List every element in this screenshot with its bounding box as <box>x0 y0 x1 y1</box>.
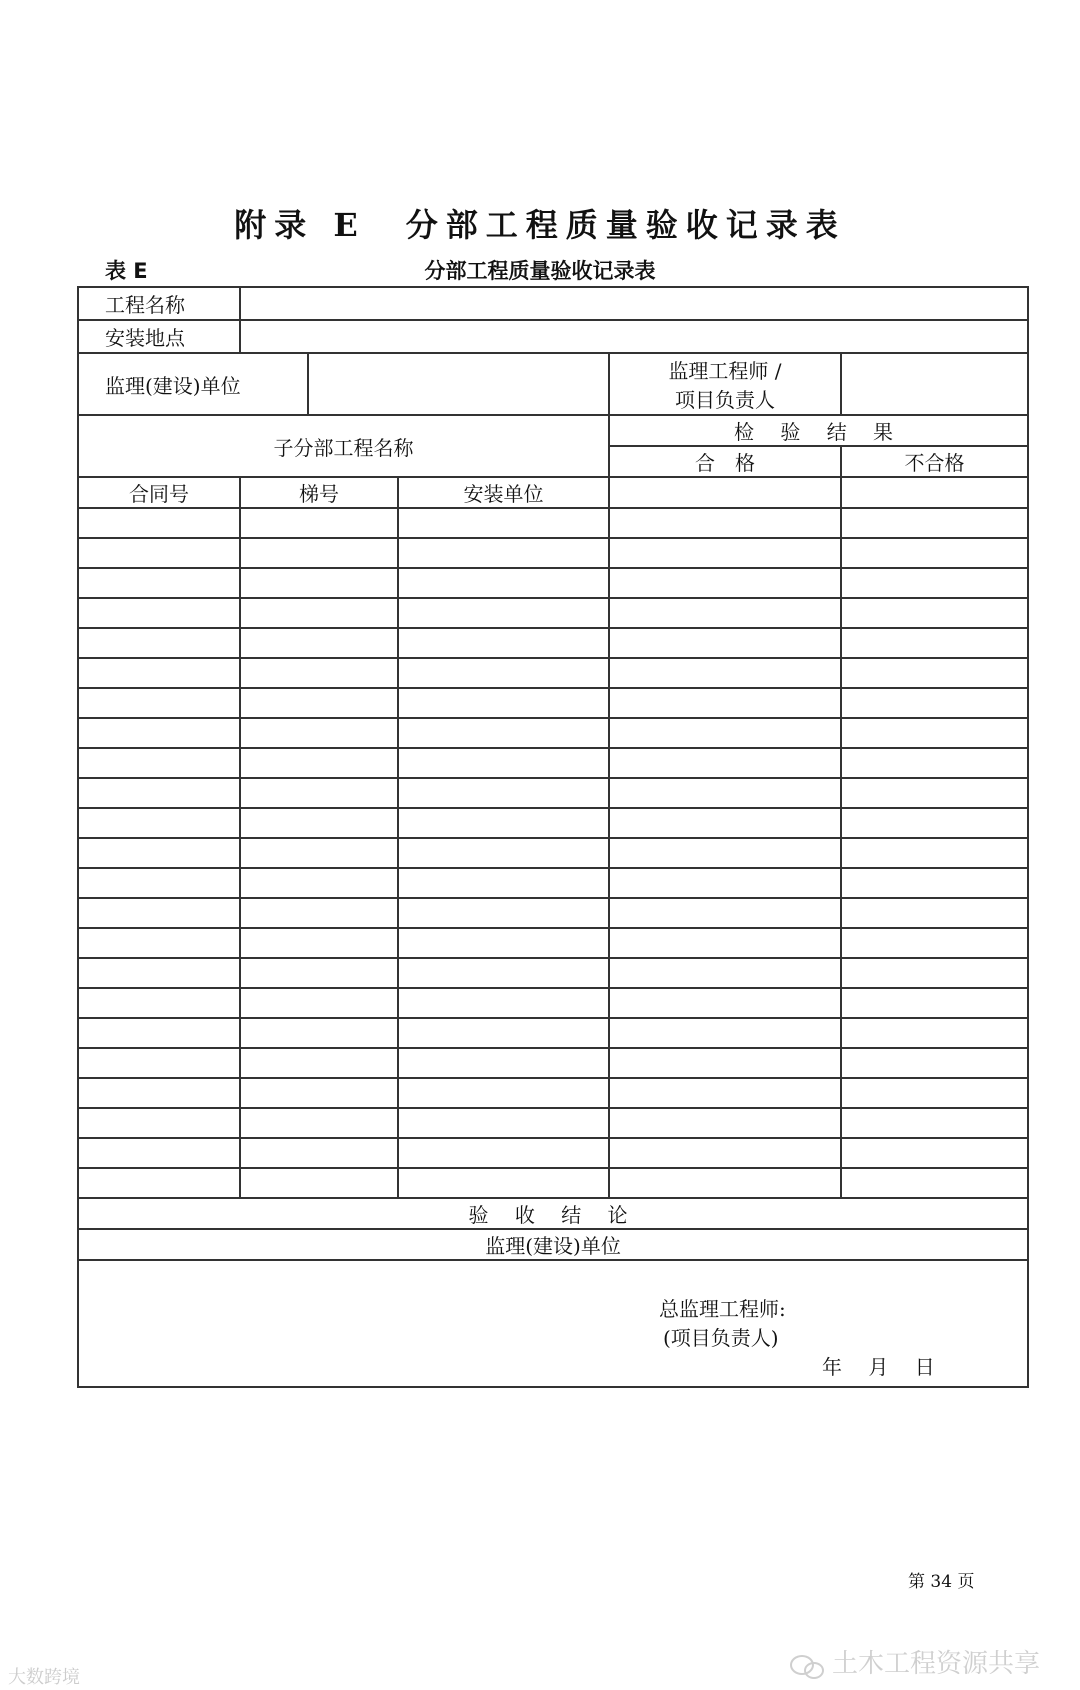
acceptance-record-table <box>77 286 1029 1388</box>
elevator-no-cell[interactable] <box>240 1048 398 1078</box>
column-header-install-unit: 安装单位 <box>398 477 609 508</box>
contract-no-cell[interactable] <box>78 718 240 748</box>
table-row <box>78 928 1028 958</box>
fail-cell[interactable] <box>841 1108 1028 1138</box>
pass-cell[interactable] <box>609 508 841 538</box>
install-unit-cell[interactable] <box>398 1108 609 1138</box>
pass-cell[interactable] <box>609 477 841 508</box>
install-unit-cell[interactable] <box>398 598 609 628</box>
page-title: 附录 E 分部工程质量验收记录表 <box>234 206 846 244</box>
pass-cell[interactable] <box>609 748 841 778</box>
install-unit-cell[interactable] <box>398 1018 609 1048</box>
table-row <box>78 1048 1028 1078</box>
pass-cell[interactable] <box>609 688 841 718</box>
project-name-field[interactable] <box>240 287 1028 320</box>
fail-cell[interactable] <box>841 838 1028 868</box>
pass-cell[interactable] <box>609 898 841 928</box>
install-unit-cell[interactable] <box>398 778 609 808</box>
install-unit-cell[interactable] <box>398 1138 609 1168</box>
install-unit-cell[interactable] <box>398 658 609 688</box>
wechat-icon <box>790 1653 826 1677</box>
contract-no-cell[interactable] <box>78 568 240 598</box>
pass-cell[interactable] <box>609 658 841 688</box>
elevator-no-cell[interactable] <box>240 538 398 568</box>
watermark-right-text: 土木工程资源共享 <box>832 1649 1041 1679</box>
table-row <box>78 988 1028 1018</box>
table-row <box>78 898 1028 928</box>
table-caption: 分部工程质量验收记录表 <box>424 259 656 283</box>
elevator-no-cell[interactable] <box>240 838 398 868</box>
elevator-no-cell[interactable] <box>240 598 398 628</box>
install-unit-cell[interactable] <box>398 898 609 928</box>
elevator-no-cell[interactable] <box>240 568 398 598</box>
contract-no-cell[interactable] <box>78 1048 240 1078</box>
table-row <box>78 808 1028 838</box>
pass-cell[interactable] <box>609 1018 841 1048</box>
contract-no-cell[interactable] <box>78 508 240 538</box>
contract-no-cell[interactable] <box>78 1108 240 1138</box>
pass-cell[interactable] <box>609 778 841 808</box>
fail-header: 不合格 <box>841 446 1028 477</box>
supervisor-label-line2: 项目负责人 <box>675 388 775 412</box>
table-row <box>78 508 1028 538</box>
table-row <box>78 718 1028 748</box>
pass-header: 合 格 <box>609 446 841 477</box>
inspection-result-header: 检 验 结 果 <box>609 415 1028 446</box>
fail-cell[interactable] <box>841 598 1028 628</box>
fail-cell[interactable] <box>841 628 1028 658</box>
contract-no-cell[interactable] <box>78 898 240 928</box>
elevator-no-cell[interactable] <box>240 1078 398 1108</box>
install-unit-cell[interactable] <box>398 928 609 958</box>
supervisor-field[interactable] <box>841 353 1028 415</box>
elevator-no-cell[interactable] <box>240 628 398 658</box>
elevator-no-cell[interactable] <box>240 778 398 808</box>
pass-cell[interactable] <box>609 1138 841 1168</box>
table-row <box>78 1018 1028 1048</box>
pass-cell[interactable] <box>609 568 841 598</box>
table-row <box>78 748 1028 778</box>
supervision-unit-label: 监理(建设)单位 <box>78 353 308 415</box>
contract-no-cell[interactable] <box>78 1168 240 1198</box>
fail-cell[interactable] <box>841 1168 1028 1198</box>
fail-cell[interactable] <box>841 778 1028 808</box>
supervisor-label-line1: 监理工程师 / <box>668 359 782 383</box>
install-unit-cell[interactable] <box>398 1048 609 1078</box>
pass-cell[interactable] <box>609 1048 841 1078</box>
table-row <box>78 598 1028 628</box>
fail-cell[interactable] <box>841 1018 1028 1048</box>
fail-cell[interactable] <box>841 688 1028 718</box>
pass-cell[interactable] <box>609 1168 841 1198</box>
install-unit-cell[interactable] <box>398 508 609 538</box>
elevator-no-cell[interactable] <box>240 658 398 688</box>
pass-cell[interactable] <box>609 538 841 568</box>
fail-cell[interactable] <box>841 477 1028 508</box>
elevator-no-cell[interactable] <box>240 1108 398 1138</box>
pass-cell[interactable] <box>609 1078 841 1108</box>
table-row <box>78 658 1028 688</box>
contract-no-cell[interactable] <box>78 628 240 658</box>
fail-cell[interactable] <box>841 988 1028 1018</box>
fail-cell[interactable] <box>841 1048 1028 1078</box>
table-row <box>78 868 1028 898</box>
contract-no-cell[interactable] <box>78 928 240 958</box>
project-leader-label: (项目负责人) <box>663 1326 779 1350</box>
fail-cell[interactable] <box>841 508 1028 538</box>
install-location-field[interactable] <box>240 320 1028 353</box>
contract-no-cell[interactable] <box>78 868 240 898</box>
table-row <box>78 838 1028 868</box>
fail-cell[interactable] <box>841 1078 1028 1108</box>
table-row <box>78 1078 1028 1108</box>
install-unit-cell[interactable] <box>398 838 609 868</box>
contract-no-cell[interactable] <box>78 838 240 868</box>
contract-no-cell[interactable] <box>78 778 240 808</box>
contract-no-cell[interactable] <box>78 688 240 718</box>
elevator-no-cell[interactable] <box>240 958 398 988</box>
contract-no-cell[interactable] <box>78 808 240 838</box>
pass-cell[interactable] <box>609 808 841 838</box>
elevator-no-cell[interactable] <box>240 688 398 718</box>
contract-no-cell[interactable] <box>78 538 240 568</box>
contract-no-cell[interactable] <box>78 598 240 628</box>
elevator-no-cell[interactable] <box>240 868 398 898</box>
chief-supervisor-label: 总监理工程师: <box>659 1297 786 1321</box>
fail-cell[interactable] <box>841 658 1028 688</box>
pass-cell[interactable] <box>609 868 841 898</box>
install-unit-cell[interactable] <box>398 868 609 898</box>
watermark-right <box>790 1643 1040 1680</box>
pass-cell[interactable] <box>609 988 841 1018</box>
fail-cell[interactable] <box>841 1138 1028 1168</box>
contract-no-cell[interactable] <box>78 1138 240 1168</box>
elevator-no-cell[interactable] <box>240 1168 398 1198</box>
contract-no-cell[interactable] <box>78 658 240 688</box>
elevator-no-cell[interactable] <box>240 748 398 778</box>
watermark-left: 大数跨境 <box>8 1667 80 1688</box>
install-unit-cell[interactable] <box>398 748 609 778</box>
supervisor-label <box>609 353 841 415</box>
pass-cell[interactable] <box>609 628 841 658</box>
elevator-no-cell[interactable] <box>240 808 398 838</box>
column-header-elevator-no: 梯号 <box>240 477 398 508</box>
install-unit-cell[interactable] <box>398 568 609 598</box>
table-row <box>78 538 1028 568</box>
elevator-no-cell[interactable] <box>240 928 398 958</box>
install-unit-cell[interactable] <box>398 688 609 718</box>
table-row <box>78 1138 1028 1168</box>
elevator-no-cell[interactable] <box>240 508 398 538</box>
table-row <box>78 628 1028 658</box>
install-location-label: 安装地点 <box>78 320 240 353</box>
column-header-contract-no: 合同号 <box>78 477 240 508</box>
fail-cell[interactable] <box>841 808 1028 838</box>
table-row <box>78 688 1028 718</box>
pass-cell[interactable] <box>609 928 841 958</box>
install-unit-cell[interactable] <box>398 628 609 658</box>
install-unit-cell[interactable] <box>398 1168 609 1198</box>
conclusion-header: 验 收 结 论 <box>78 1198 1028 1229</box>
fail-cell[interactable] <box>841 538 1028 568</box>
pass-cell[interactable] <box>609 1108 841 1138</box>
contract-no-cell[interactable] <box>78 1078 240 1108</box>
table-row <box>78 1108 1028 1138</box>
contract-no-cell[interactable] <box>78 958 240 988</box>
fail-cell[interactable] <box>841 868 1028 898</box>
elevator-no-cell[interactable] <box>240 898 398 928</box>
table-row <box>78 958 1028 988</box>
install-unit-cell[interactable] <box>398 718 609 748</box>
fail-cell[interactable] <box>841 928 1028 958</box>
signature-area[interactable] <box>78 1260 1028 1387</box>
supervision-unit-footer: 监理(建设)单位 <box>78 1229 1028 1260</box>
table-row <box>78 778 1028 808</box>
elevator-no-cell[interactable] <box>240 718 398 748</box>
supervision-unit-field[interactable] <box>308 353 609 415</box>
table-label: 表 E <box>105 259 148 283</box>
elevator-no-cell[interactable] <box>240 988 398 1018</box>
contract-no-cell[interactable] <box>78 988 240 1018</box>
fail-cell[interactable] <box>841 568 1028 598</box>
table-row <box>78 1168 1028 1198</box>
install-unit-cell[interactable] <box>398 808 609 838</box>
fail-cell[interactable] <box>841 958 1028 988</box>
table-row <box>78 568 1028 598</box>
page-number: 第 34 页 <box>908 1572 975 1592</box>
pass-cell[interactable] <box>609 958 841 988</box>
pass-cell[interactable] <box>609 838 841 868</box>
install-unit-cell[interactable] <box>398 988 609 1018</box>
pass-cell[interactable] <box>609 598 841 628</box>
install-unit-cell[interactable] <box>398 1078 609 1108</box>
fail-cell[interactable] <box>841 748 1028 778</box>
elevator-no-cell[interactable] <box>240 1138 398 1168</box>
project-name-label: 工程名称 <box>78 287 240 320</box>
elevator-no-cell[interactable] <box>240 1018 398 1048</box>
install-unit-cell[interactable] <box>398 958 609 988</box>
contract-no-cell[interactable] <box>78 1018 240 1048</box>
fail-cell[interactable] <box>841 898 1028 928</box>
contract-no-cell[interactable] <box>78 748 240 778</box>
subdivision-name-label: 子分部工程名称 <box>78 415 609 477</box>
fail-cell[interactable] <box>841 718 1028 748</box>
pass-cell[interactable] <box>609 718 841 748</box>
date-line: 年 月 日 <box>822 1355 935 1379</box>
install-unit-cell[interactable] <box>398 538 609 568</box>
